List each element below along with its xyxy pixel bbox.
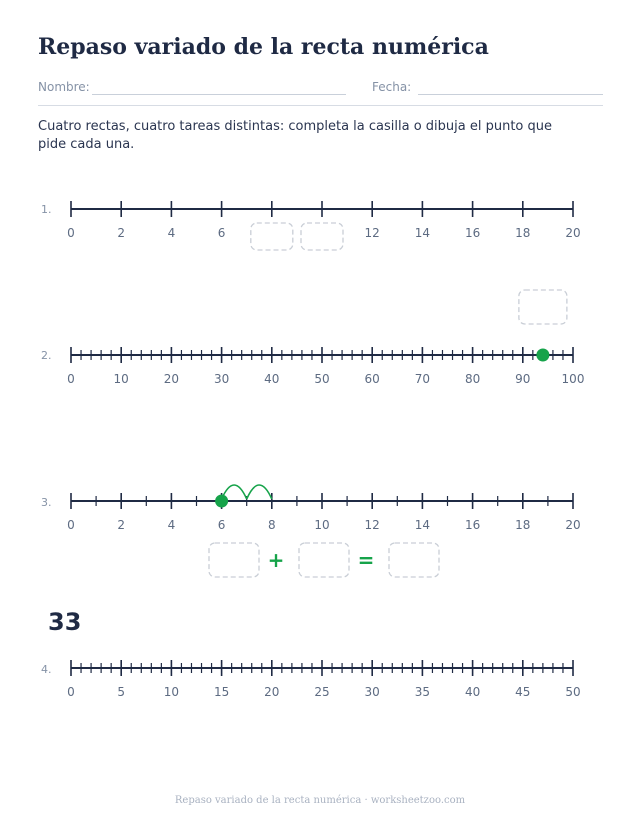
tick-label: 45 (515, 685, 531, 699)
tick-label: 20 (264, 685, 280, 699)
tick-label: 2 (117, 226, 126, 240)
plus-sign: + (267, 548, 285, 572)
answer-box[interactable] (389, 543, 439, 577)
tick-label: 12 (364, 226, 380, 240)
tick-label: 18 (515, 518, 531, 532)
tick-label: 40 (264, 372, 280, 386)
instructions: Cuatro rectas, cuatro tareas distintas: completa la casilla o dibuja el punto que pide cada una. (38, 119, 553, 152)
tick-label: 6 (217, 518, 226, 532)
tick-label: 0 (67, 685, 75, 699)
answer-box[interactable] (299, 543, 349, 577)
tick-label: 4 (167, 518, 176, 532)
footer: Repaso variado de la recta numérica · worksheetzoo.com (174, 795, 466, 806)
exercise-number: 4. (41, 663, 52, 676)
tick-label: 0 (67, 226, 75, 240)
tick-label: 15 (213, 685, 230, 699)
tick-label: 70 (414, 372, 431, 386)
tick-label: 100 (561, 372, 585, 386)
tick-label: 10 (163, 685, 180, 699)
tick-label: 90 (515, 372, 531, 386)
tick-label: 10 (314, 518, 330, 532)
tick-label: 18 (515, 226, 531, 240)
tick-label: 60 (364, 372, 380, 386)
exercise-number: 2. (41, 349, 52, 362)
tick-label: 16 (464, 518, 481, 532)
equals-sign: = (357, 548, 375, 572)
tick-label: 40 (464, 685, 481, 699)
answer-box[interactable] (519, 290, 567, 324)
tick-label: 6 (217, 226, 226, 240)
tick-label: 14 (414, 226, 431, 240)
tick-label: 12 (364, 518, 380, 532)
tick-label: 35 (414, 685, 431, 699)
tick-label: 50 (314, 372, 330, 386)
tick-label: 0 (67, 518, 75, 532)
tick-label: 30 (364, 685, 380, 699)
worksheet-title: Repaso variado de la recta numérica (38, 34, 489, 60)
tick-label: 80 (464, 372, 481, 386)
jump-arc (247, 485, 272, 499)
exercise-number: 1. (41, 203, 52, 216)
tick-label: 14 (414, 518, 431, 532)
tick-label: 2 (117, 518, 126, 532)
plotted-point (215, 495, 228, 508)
name-label: Nombre: (38, 80, 90, 94)
tick-label: 20 (163, 372, 180, 386)
tick-label: 8 (267, 518, 276, 532)
tick-label: 4 (167, 226, 176, 240)
tick-label: 16 (464, 226, 481, 240)
tick-label: 5 (117, 685, 126, 699)
exercise-number: 3. (41, 496, 52, 509)
tick-label: 30 (213, 372, 230, 386)
tick-label: 25 (314, 685, 330, 699)
tick-label: 10 (113, 372, 129, 386)
tick-label: 50 (565, 685, 581, 699)
tick-label: 20 (565, 518, 581, 532)
target-number: 33 (48, 608, 82, 636)
plotted-point (536, 349, 549, 362)
date-label: Fecha: (372, 80, 412, 94)
answer-box[interactable] (251, 223, 293, 250)
tick-label: 0 (67, 372, 75, 386)
tick-label: 20 (565, 226, 581, 240)
answer-box[interactable] (301, 223, 343, 250)
answer-box[interactable] (209, 543, 259, 577)
